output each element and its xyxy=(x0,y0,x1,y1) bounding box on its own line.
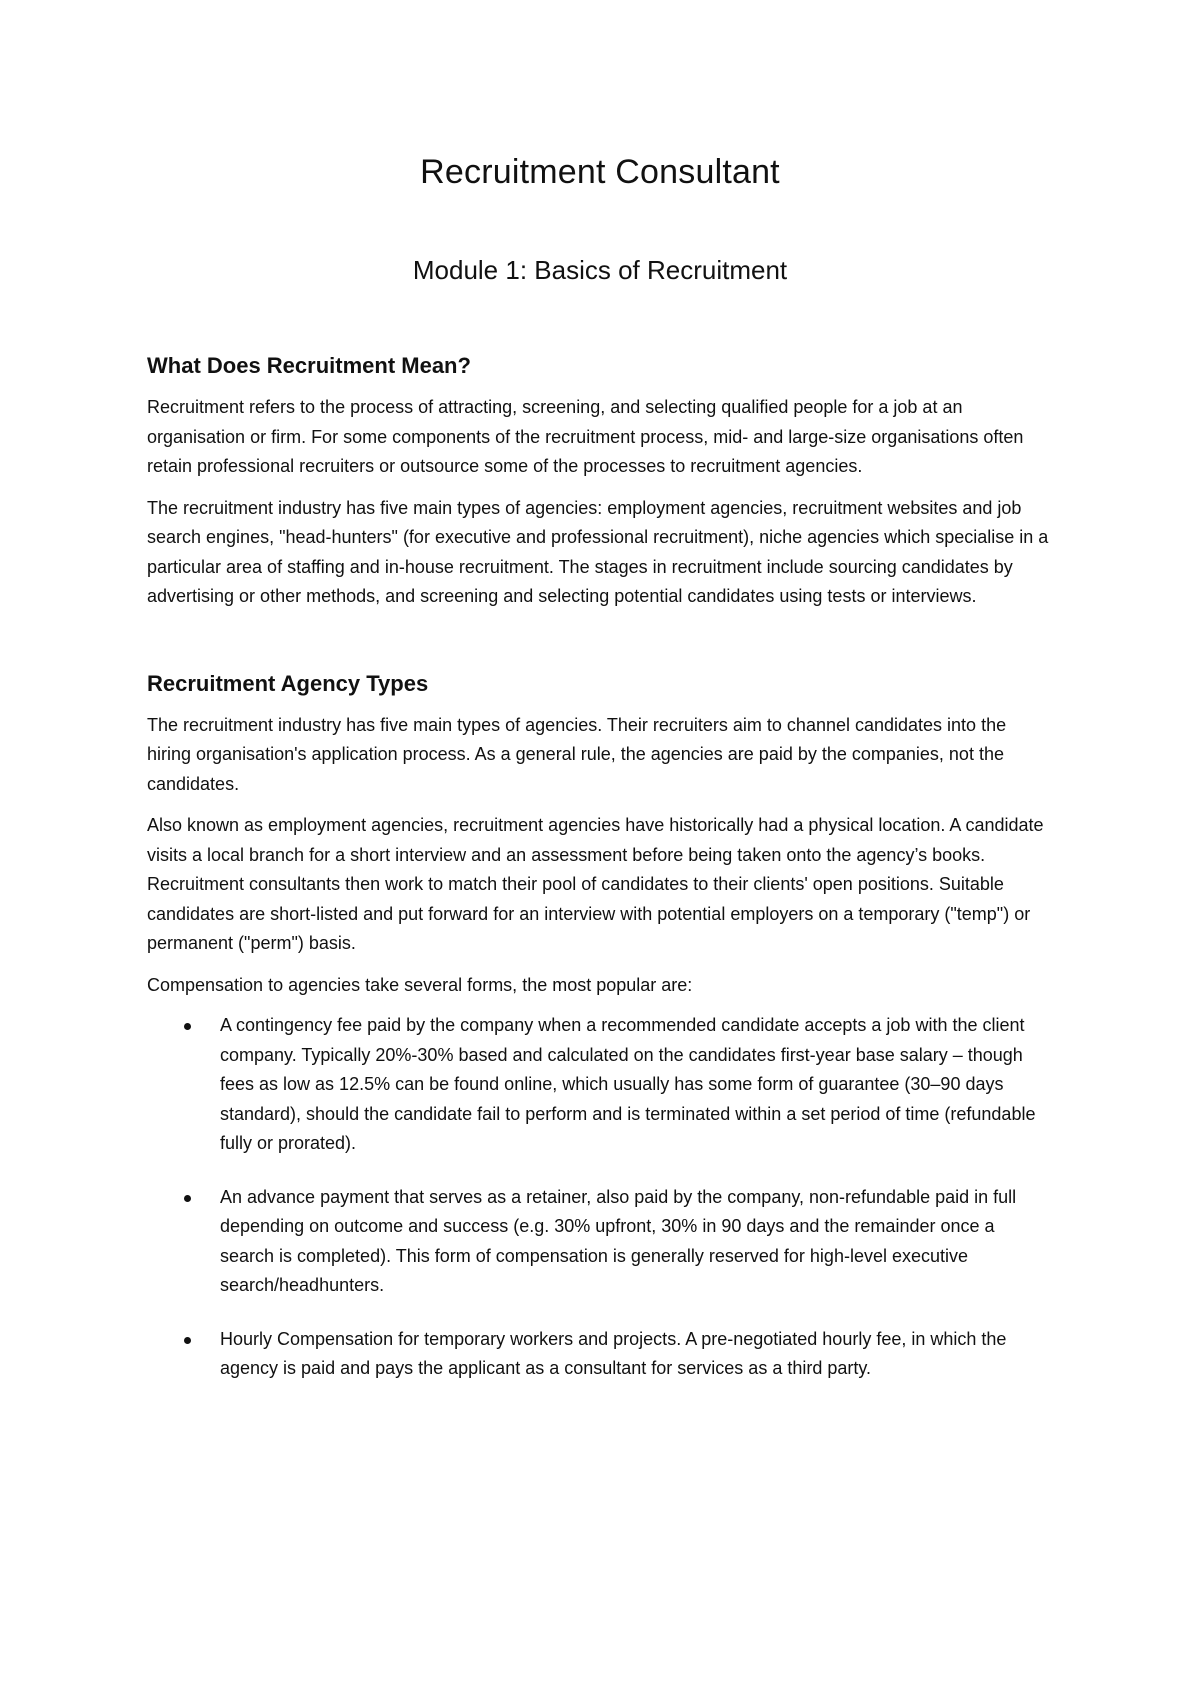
section-heading-agency-types: Recruitment Agency Types xyxy=(147,670,429,696)
module-title: Module 1: Basics of Recruitment xyxy=(412,255,788,285)
list-item xyxy=(147,1183,1053,1301)
bullet-icon xyxy=(184,1023,191,1030)
paragraph: Also known as employment agencies, recruitment agencies have historically had a physical location. A candidate visits a local branch for a short interview and an assessment before being taken onto the agency’s books. Recruitment consultants then work to match their pool of candidates to their clients' open positions. Suitable candidates are short-listed and put forward for an interview with potential employers on a temporary ("temp") or permanent ("perm") basis. xyxy=(147,815,1044,953)
section-heading-recruitment-meaning: What Does Recruitment Mean? xyxy=(147,353,471,378)
paragraph: Recruitment refers to the process of attracting, screening, and selecting qualified people for a job at an organisation or firm. For some components of the recruitment process, mid- and large-size organisations often retain professional recruiters or outsource some of the processes to recruitment agencies. xyxy=(147,397,1024,476)
document-content xyxy=(147,146,1053,1408)
compensation-list xyxy=(147,1011,1053,1384)
paragraph: Compensation to agencies take several forms, the most popular are: xyxy=(147,974,693,995)
list-item xyxy=(147,1011,1053,1159)
paragraph: The recruitment industry has five main types of agencies. Their recruiters aim to channel candidates into the hiring organisation's application process. As a general rule, the agencies are paid by the companies, not the candidates. xyxy=(147,714,1007,794)
list-item-text: A contingency fee paid by the company when a recommended candidate accepts a job with the client company. Typically 20%-30% based and calculated on the candidates first-year base salary – though fees as low as 12.5% can be found online, which usually has some form of guarantee (30–90 days standard), should the candidate fail to perform and is terminated within a set period of time (refundable fully or prorated). xyxy=(220,1015,1036,1153)
paragraph: The recruitment industry has five main types of agencies: employment agencies, recruitment websites and job search engines, "head-hunters" (for executive and professional recruitment), niche agencies which specialise in a particular area of staffing and in-house recruitment. The stages in recruitment include sourcing candidates by advertising or other methods, and screening and selecting potential candidates using tests or interviews. xyxy=(147,497,1049,606)
document-title: Recruitment Consultant xyxy=(420,153,780,191)
list-item-text: Hourly Compensation for temporary workers and projects. A pre-negotiated hourly fee, in which the agency is paid and pays the applicant as a consultant for services as a third party. xyxy=(220,1328,1007,1378)
list-item-text: An advance payment that serves as a retainer, also paid by the company, non-refundable paid in full depending on outcome and success (e.g. 30% upfront, 30% in 90 days and the remainder once a search is completed). This form of compensation is generally reserved for high-level executive search/headhunters. xyxy=(220,1186,1017,1295)
bullet-icon xyxy=(184,1337,191,1344)
bullet-icon xyxy=(184,1195,191,1202)
list-item xyxy=(147,1325,1053,1384)
